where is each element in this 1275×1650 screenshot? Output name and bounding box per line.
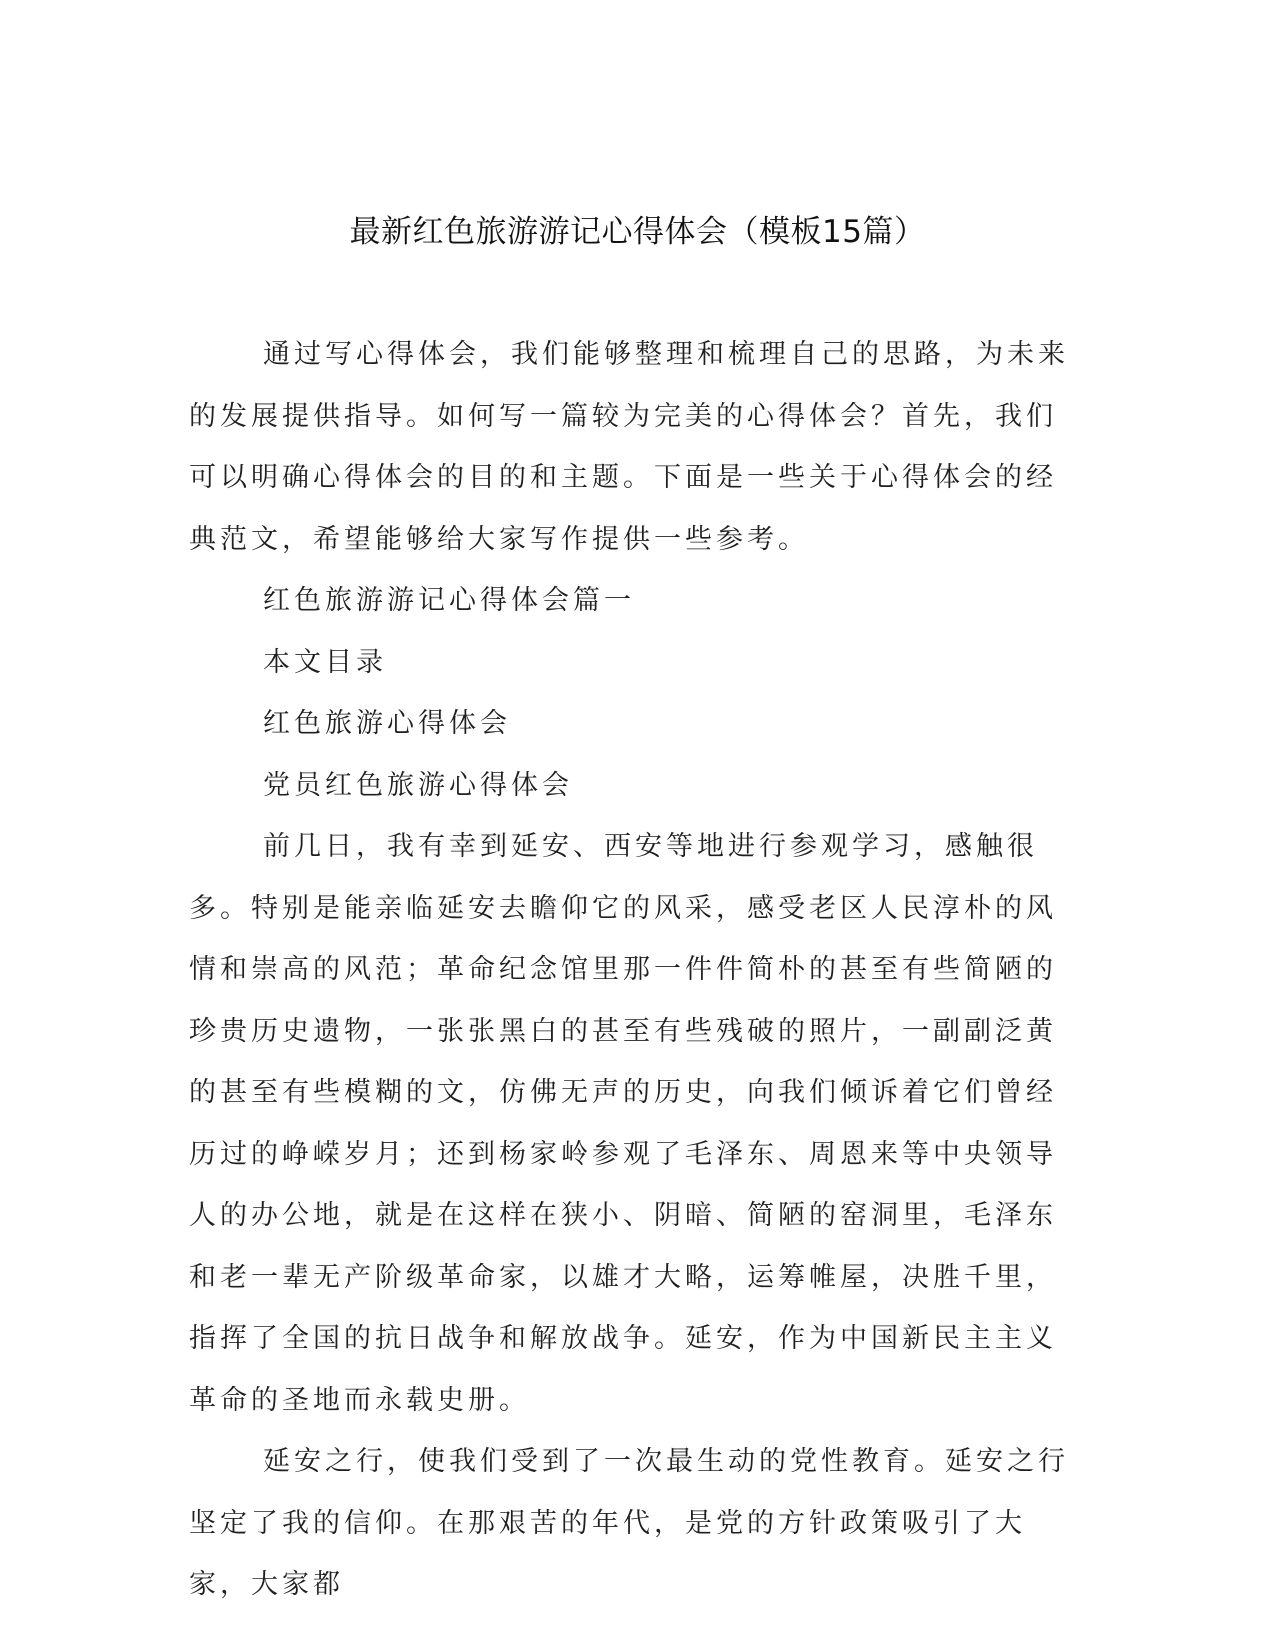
document-title: 最新红色旅游游记心得体会（模板15篇） (349, 214, 926, 250)
toc-label: 本文目录 (263, 646, 387, 678)
section-heading: 红色旅游游记心得体会篇一 (263, 585, 635, 616)
toc-item: 党员红色旅游心得体会 (263, 769, 573, 801)
document-body (189, 324, 1079, 1616)
body-paragraph: 延安之行，使我们受到了一次最生动的党性教育。延安之行坚定了我的信仰。在那艰苦的年代，是党的方针政策吸引了大家，大家都 (189, 1446, 1069, 1600)
intro-paragraph: 通过写心得体会，我们能够整理和梳理自己的思路，为未来的发展提供指导。如何写一篇较为完美的心得体会？首先，我们可以明确心得体会的目的和主题。下面是一些关于心得体会的经典范文，希望能够给大家写作提供一些参考。 (189, 339, 1069, 555)
toc-item: 红色旅游心得体会 (263, 708, 511, 739)
body-paragraph: 前几日，我有幸到延安、西安等地进行参观学习，感触很多。特别是能亲临延安去瞻仰它的风采，感受老区人民淳朴的风情和崇高的风范；革命纪念馆里那一件件简朴的甚至有些简陋的珍贵历史遗物，一张张黑白的甚至有些残破的照片，一副副泛黄的甚至有些模糊的文，仿佛无声的历史，向我们倾诉着它们曾经历过的峥嵘岁月；还到杨家岭参观了毛泽东、周恩来等中央领导人的办公地，就是在这样在狭小、阴暗、简陋的窑洞里，毛泽东和老一辈无产阶级革命家，以雄才大略，运筹帷屋，决胜千里，指挥了全国的抗日战争和解放战争。延安，作为中国新民主主义革命的圣地而永载史册。 (189, 831, 1057, 1416)
